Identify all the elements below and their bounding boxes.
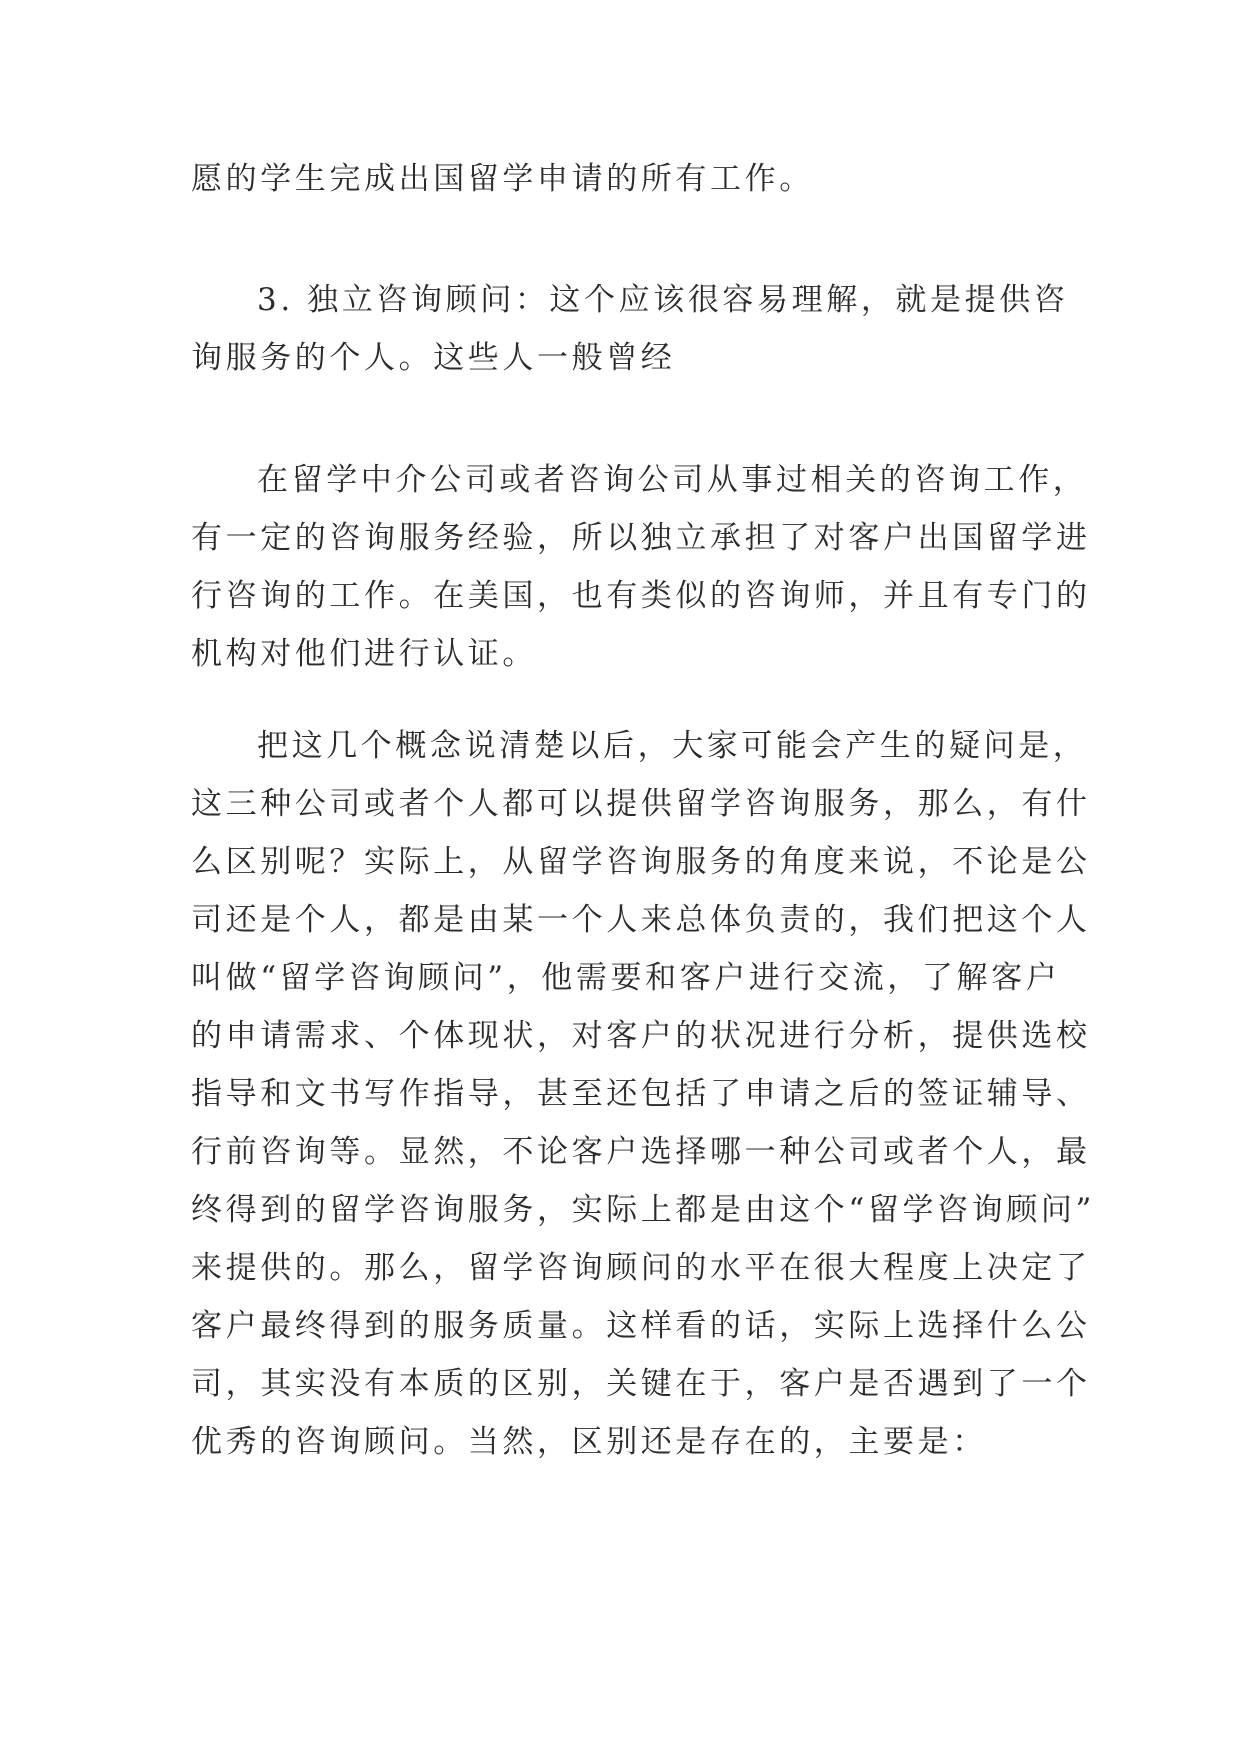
text-line: 有一定的咨询服务经验，所以独立承担了对客户出国留学进 (191, 520, 1091, 556)
text-line: 么区别呢？实际上，从留学咨询服务的角度来说，不论是公 (191, 844, 1091, 880)
text-line: 终得到的留学咨询服务，实际上都是由这个“留学咨询顾问” (191, 1192, 1095, 1228)
paragraph-consultant-experience (191, 451, 1091, 683)
text-line: 的申请需求、个体现状，对客户的状况进行分析，提供选校 (191, 1018, 1091, 1054)
text-line: 这三种公司或者个人都可以提供留学咨询服务，那么，有什 (191, 786, 1091, 822)
text-line: 客户最终得到的服务质量。这样看的话，实际上选择什么公 (191, 1308, 1091, 1344)
paragraph-differences (191, 717, 1095, 1471)
text-line: 3. 独立咨询顾问：这个应该很容易理解，就是提供咨 (257, 282, 1069, 318)
text-line: 行前咨询等。显然，不论客户选择哪一种公司或者个人，最 (191, 1134, 1091, 1170)
text-line: 司还是个人，都是由某一个人来总体负责的，我们把这个人 (191, 902, 1091, 938)
text-line: 在留学中介公司或者咨询公司从事过相关的咨询工作， (257, 462, 1088, 498)
text-line: 机构对他们进行认证。 (191, 636, 537, 672)
text-line: 优秀的咨询顾问。当然，区别还是存在的，主要是： (191, 1424, 987, 1460)
text-line: 司，其实没有本质的区别，关键在于，客户是否遇到了一个 (191, 1366, 1091, 1402)
text-line: 叫做“留学咨询顾问”，他需要和客户进行交流，了解客户 (191, 960, 1061, 996)
text-line: 行咨询的工作。在美国，也有类似的咨询师，并且有专门的 (191, 578, 1091, 614)
text-line: 愿的学生完成出国留学申请的所有工作。 (191, 161, 814, 197)
text-line: 询服务的个人。这些人一般曾经 (191, 340, 676, 376)
text-line: 把这几个概念说清楚以后，大家可能会产生的疑问是， (257, 728, 1088, 764)
paragraph-independent-consultant (191, 271, 1071, 387)
text-line: 指导和文书写作指导，甚至还包括了申请之后的签证辅导、 (191, 1076, 1091, 1112)
text-line: 来提供的。那么，留学咨询顾问的水平在很大程度上决定了 (191, 1250, 1091, 1286)
paragraph-continuation (191, 150, 1071, 208)
